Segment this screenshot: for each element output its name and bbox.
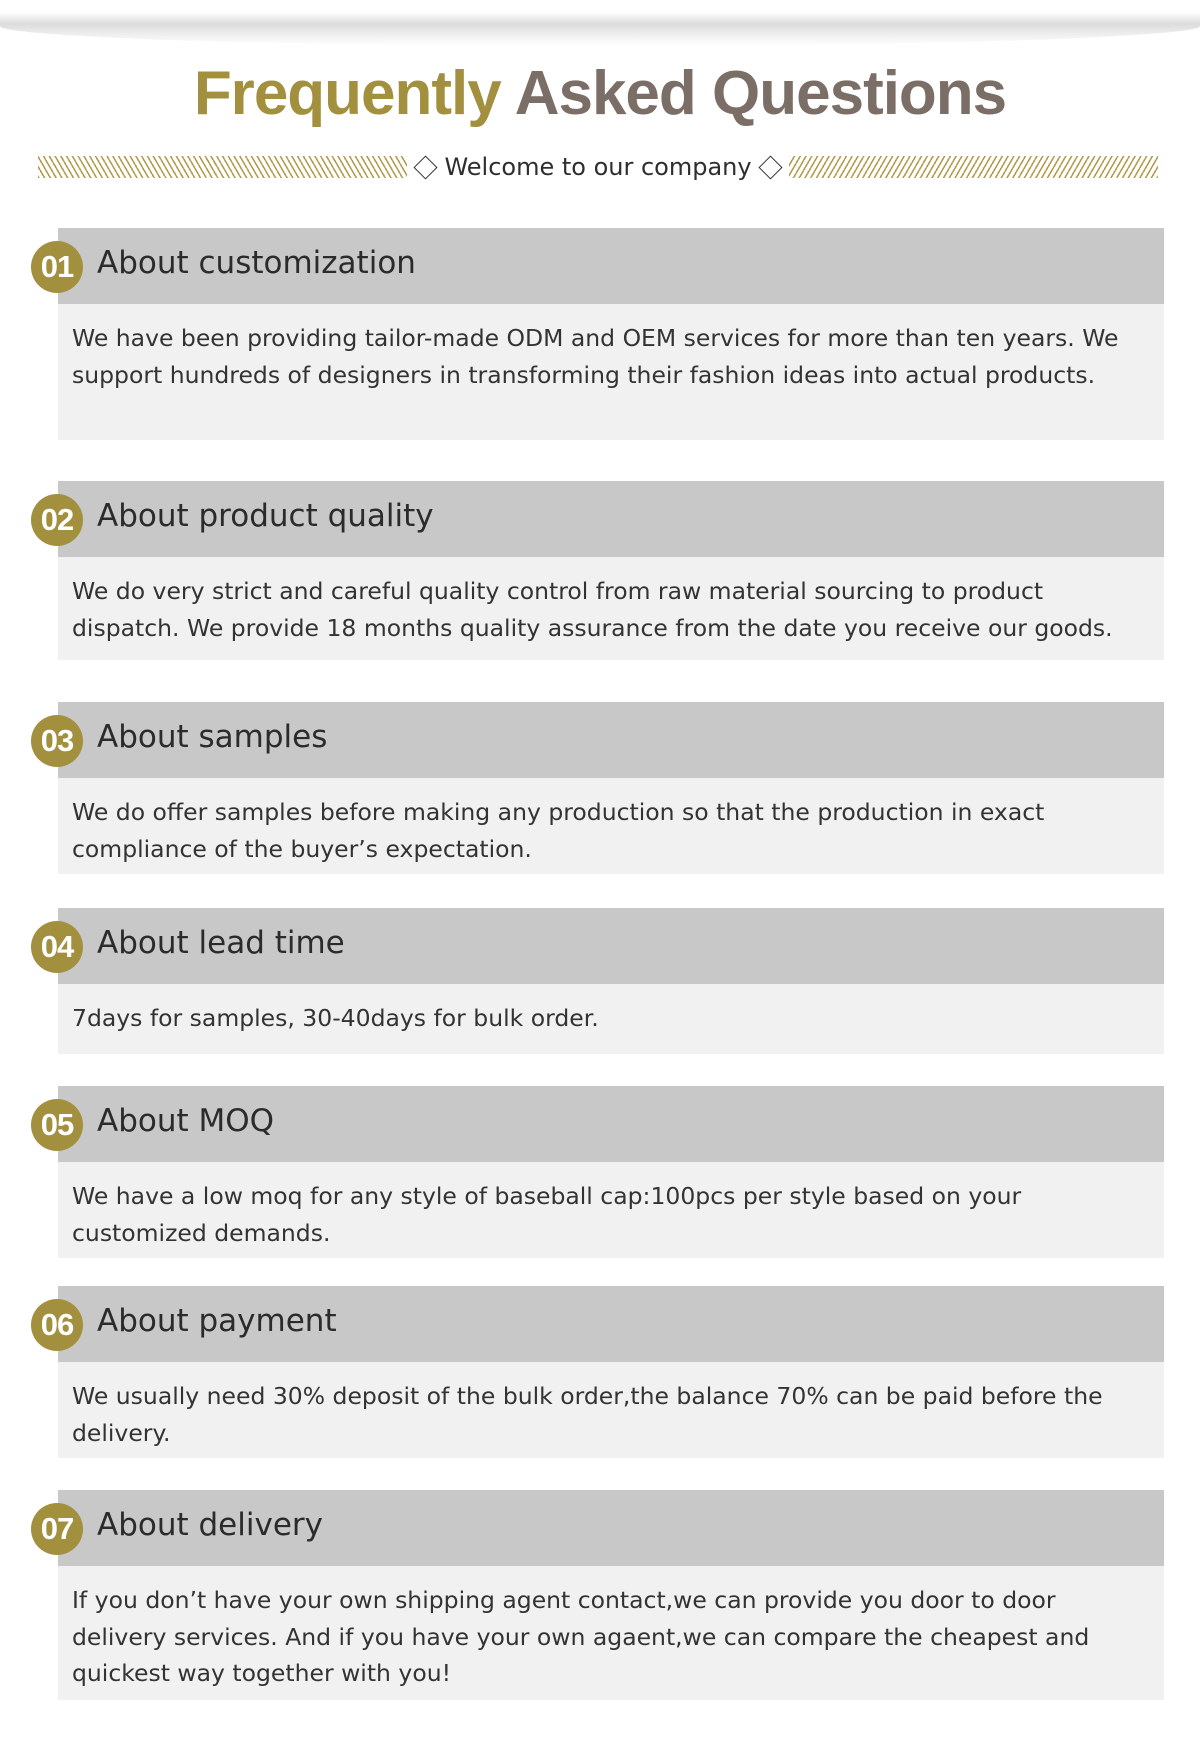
faq-question: About samples	[97, 719, 328, 755]
faq-question: About product quality	[97, 498, 434, 534]
faq-question-bar	[40, 1286, 1164, 1362]
left-stripe-decoration	[38, 156, 407, 178]
faq-item-payment	[40, 1286, 1164, 1458]
faq-answer: If you don’t have your own shipping agent contact,we can provide you door to door delivery services. And if you have your own agaent,we can compare the cheapest and quickest way together with you!	[58, 1566, 1164, 1700]
faq-item-product-quality	[40, 481, 1164, 660]
faq-number-badge: 03	[31, 715, 83, 767]
faq-number-badge: 05	[31, 1099, 83, 1151]
faq-question: About lead time	[97, 925, 345, 961]
top-shadow-divider	[0, 0, 1200, 46]
right-stripe-decoration	[789, 156, 1158, 178]
faq-item-delivery	[40, 1490, 1164, 1700]
faq-item-customization	[40, 228, 1164, 440]
faq-question: About MOQ	[97, 1103, 275, 1139]
faq-question-bar	[40, 228, 1164, 304]
faq-answer: We do offer samples before making any production so that the production in exact compliance of the buyer’s expectation.	[58, 778, 1164, 874]
title-part-1: Frequently	[193, 59, 501, 128]
faq-number-badge: 07	[31, 1503, 83, 1555]
faq-answer: We have been providing tailor-made ODM and OEM services for more than ten years. We support hundreds of designers in transforming their fashion ideas into actual products.	[58, 304, 1164, 440]
subtitle: Welcome to our company	[444, 153, 752, 181]
faq-question-bar	[40, 908, 1164, 984]
faq-question: About customization	[97, 245, 416, 281]
diamond-icon	[758, 155, 782, 179]
title-part-2: Asked Questions	[514, 59, 1007, 128]
faq-question-bar	[40, 1490, 1164, 1566]
faq-question: About delivery	[97, 1507, 323, 1543]
faq-question-bar	[40, 1086, 1164, 1162]
faq-question-bar	[40, 481, 1164, 557]
faq-item-moq	[40, 1086, 1164, 1258]
faq-number-badge: 02	[31, 494, 83, 546]
faq-answer: 7days for samples, 30-40days for bulk order.	[58, 984, 1164, 1054]
faq-number-badge: 06	[31, 1299, 83, 1351]
faq-number-badge: 01	[31, 241, 83, 293]
faq-answer: We do very strict and careful quality control from raw material sourcing to product dispatch. We provide 18 months quality assurance from the date you receive our goods.	[58, 557, 1164, 660]
faq-number-badge: 04	[31, 921, 83, 973]
subtitle-row	[38, 150, 1158, 184]
page-title	[0, 56, 1200, 132]
faq-answer: We have a low moq for any style of baseball cap:100pcs per style based on your customized demands.	[58, 1162, 1164, 1258]
diamond-icon	[414, 155, 438, 179]
faq-item-samples	[40, 702, 1164, 874]
faq-item-lead-time	[40, 908, 1164, 1054]
faq-answer: We usually need 30% deposit of the bulk order,the balance 70% can be paid before the delivery.	[58, 1362, 1164, 1458]
faq-question: About payment	[97, 1303, 337, 1339]
faq-question-bar	[40, 702, 1164, 778]
